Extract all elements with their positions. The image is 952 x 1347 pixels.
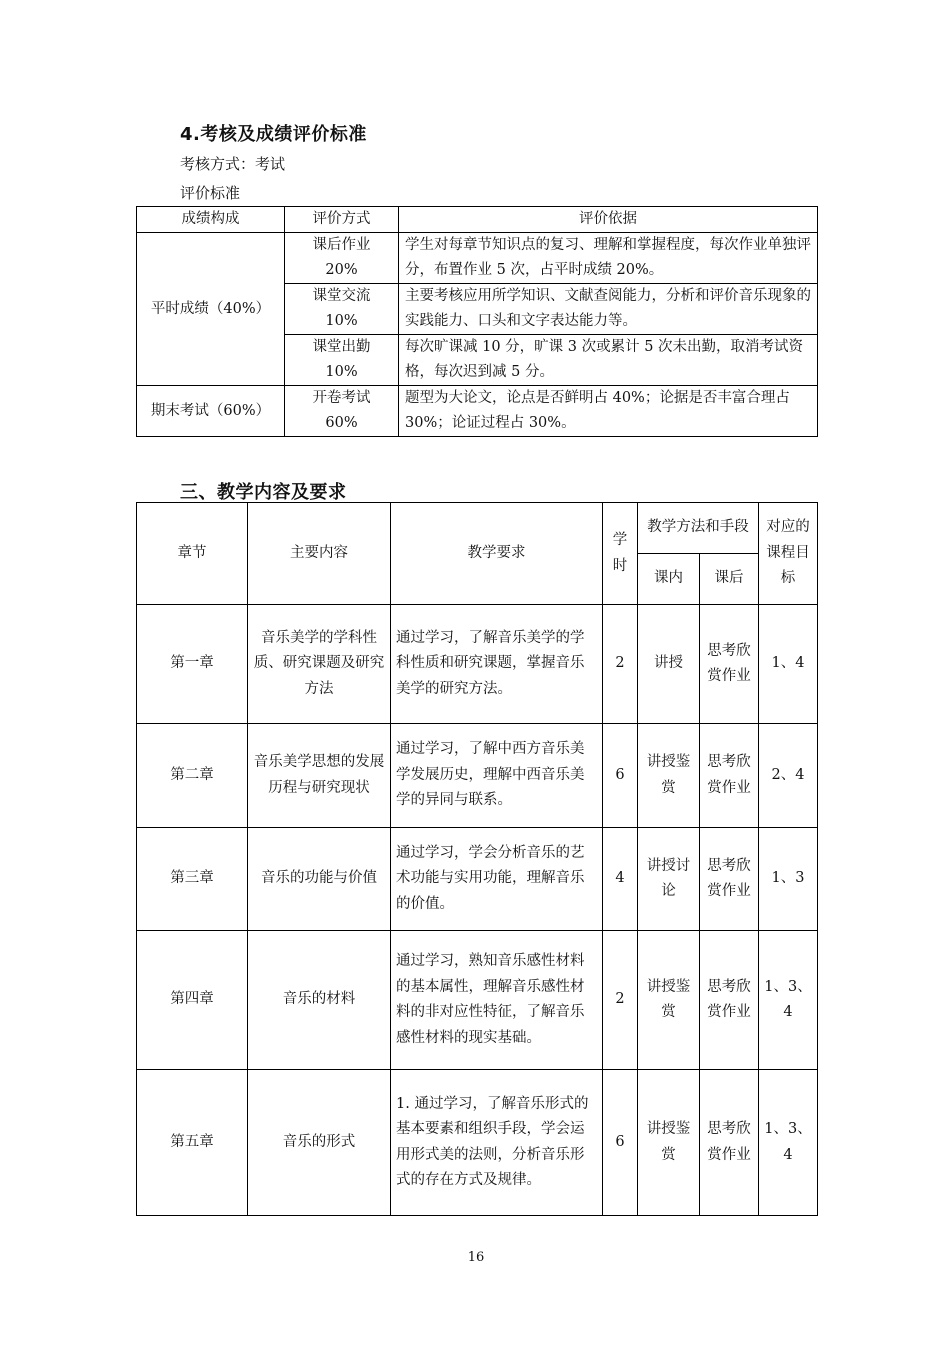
hours-cell: 6 [603,1070,638,1216]
after-cell: 思考欣赏作业 [700,828,759,931]
content-table [136,502,818,1216]
inclass-cell: 讲授鉴赏 [638,724,700,828]
header-req: 教学要求 [391,503,603,605]
basis-cell: 每次旷课减 10 分，旷课 3 次或累计 5 次未出勤，取消考试资格，每次迟到减 5 分。 [399,335,818,386]
header-hours: 学时 [603,503,638,605]
after-cell: 思考欣赏作业 [700,931,759,1070]
main-cell: 音乐美学的学科性质、研究课题及研究方法 [248,605,391,724]
table-row [137,931,818,1070]
table-row [137,233,818,284]
main-cell: 音乐美学思想的发展历程与研究现状 [248,724,391,828]
chapter-cell: 第四章 [137,931,248,1070]
header-main: 主要内容 [248,503,391,605]
header-target: 对应的课程目标 [759,503,818,605]
method-weight: 60% [325,415,358,431]
inclass-cell: 讲授讨论 [638,828,700,931]
table-row [137,605,818,724]
assessment-table [136,206,818,437]
header-basis: 评价依据 [399,207,818,233]
hours-cell: 2 [603,605,638,724]
header-method: 评价方式 [285,207,399,233]
target-cell: 1、4 [759,605,818,724]
basis-cell: 学生对每章节知识点的复习、理解和掌握程度，每次作业单独评分，布置作业 5 次，占平时成绩 20%。 [399,233,818,284]
header-inclass: 课内 [638,554,700,605]
table-row [137,386,818,437]
chapter-cell: 第二章 [137,724,248,828]
main-cell: 音乐的形式 [248,1070,391,1216]
header-component: 成绩构成 [137,207,285,233]
component-cell: 期末考试（60%） [137,386,285,437]
table-row [137,828,818,931]
target-cell: 1、3、4 [759,1070,818,1216]
method-name: 课后作业 [312,237,371,253]
hours-cell: 2 [603,931,638,1070]
target-cell: 2、4 [759,724,818,828]
after-cell: 思考欣赏作业 [700,724,759,828]
header-methods: 教学方法和手段 [638,503,759,554]
method-cell [285,335,399,386]
method-cell [285,386,399,437]
method-name: 课堂交流 [312,288,371,304]
hours-cell: 6 [603,724,638,828]
method-weight: 20% [325,262,358,278]
hours-cell: 4 [603,828,638,931]
method-weight: 10% [325,313,358,329]
req-cell: 通过学习，了解中西方音乐美学发展历史，理解中西音乐美学的异同与联系。 [391,724,603,828]
assessment-method: 考核方式：考试 [180,155,286,173]
method-weight: 10% [325,364,358,380]
table-row [137,1070,818,1216]
content-heading: 三、教学内容及要求 [180,482,347,503]
main-cell: 音乐的功能与价值 [248,828,391,931]
method-cell [285,233,399,284]
method-name: 课堂出勤 [312,339,371,355]
target-cell: 1、3、4 [759,931,818,1070]
page-number: 16 [467,1250,485,1265]
chapter-cell: 第三章 [137,828,248,931]
inclass-cell: 讲授 [638,605,700,724]
req-cell: 通过学习，熟知音乐感性材料的基本属性，理解音乐感性材料的非对应性特征，了解音乐感性材料的现实基础。 [391,931,603,1070]
basis-cell: 题型为大论文，论点是否鲜明占 40%；论据是否丰富合理占 30%；论证过程占 30%。 [399,386,818,437]
chapter-cell: 第五章 [137,1070,248,1216]
table-row [137,724,818,828]
method-name: 开卷考试 [312,390,371,406]
assessment-heading: 4.考核及成绩评价标准 [180,124,367,145]
table-header-row [137,503,818,554]
criteria-label: 评价标准 [180,184,241,202]
after-cell: 思考欣赏作业 [700,605,759,724]
main-cell: 音乐的材料 [248,931,391,1070]
component-cell: 平时成绩（40%） [137,233,285,386]
req-cell: 通过学习，了解音乐美学的学科性质和研究课题，掌握音乐美学的研究方法。 [391,605,603,724]
table-header-row [137,207,818,233]
inclass-cell: 讲授鉴赏 [638,1070,700,1216]
chapter-cell: 第一章 [137,605,248,724]
inclass-cell: 讲授鉴赏 [638,931,700,1070]
header-chapter: 章节 [137,503,248,605]
header-after: 课后 [700,554,759,605]
req-cell: 通过学习，学会分析音乐的艺术功能与实用功能，理解音乐的价值。 [391,828,603,931]
after-cell: 思考欣赏作业 [700,1070,759,1216]
basis-cell: 主要考核应用所学知识、文献查阅能力，分析和评价音乐现象的实践能力、口头和文字表达能力等。 [399,284,818,335]
req-cell: 1. 通过学习，了解音乐形式的基本要素和组织手段，学会运用形式美的法则，分析音乐形式的存在方式及规律。 [391,1070,603,1216]
method-cell [285,284,399,335]
target-cell: 1、3 [759,828,818,931]
